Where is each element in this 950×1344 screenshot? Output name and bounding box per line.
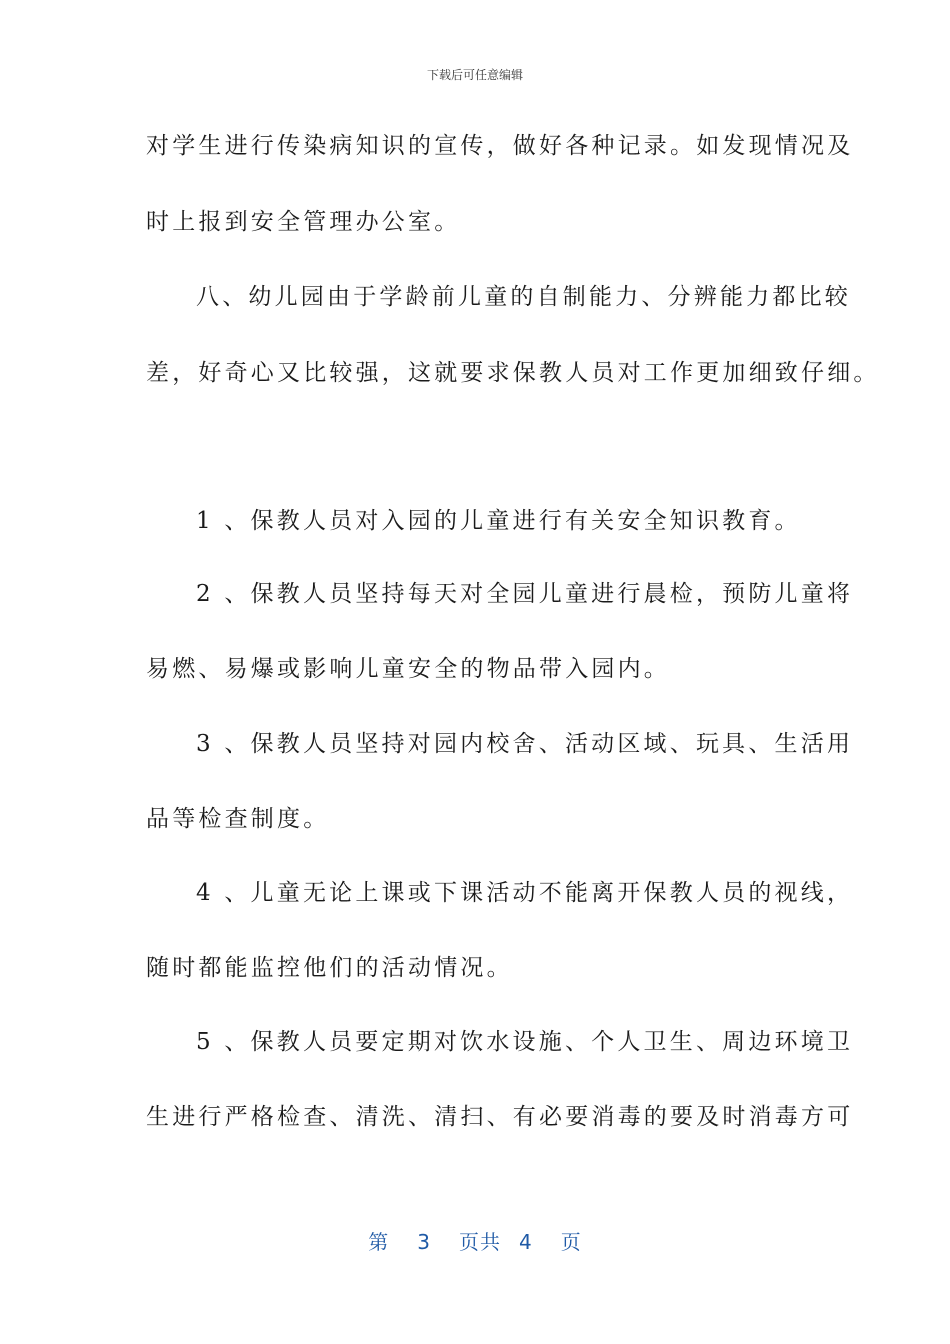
text-line: 3 、保教人员坚持对园内校舍、活动区域、玩具、生活用 <box>196 731 854 757</box>
text-line: 八、幼儿园由于学龄前儿童的自制能力、分辨能力都比较 <box>196 284 851 310</box>
footer-middle: 页共 <box>459 1230 501 1254</box>
text-line: 品等检查制度。 <box>146 806 330 832</box>
text-line: 生进行严格检查、清洗、清扫、有必要消毒的要及时消毒方可 <box>146 1104 854 1130</box>
text-line: 2 、保教人员坚持每天对全园儿童进行晨检，预防儿童将 <box>196 581 854 607</box>
footer-suffix: 页 <box>560 1230 582 1254</box>
text-line: 时上报到安全管理办公室。 <box>146 209 461 235</box>
header-note: 下载后可任意编辑 <box>426 68 523 82</box>
current-page-number: 3 <box>417 1230 431 1254</box>
text-line: 4 、儿童无论上课或下课活动不能离开保教人员的视线， <box>196 880 854 906</box>
text-line: 对学生进行传染病知识的宣传，做好各种记录。如发现情况及 <box>146 133 854 159</box>
total-pages-number: 4 <box>519 1230 533 1254</box>
text-line: 易燃、易爆或影响儿童安全的物品带入园内。 <box>146 656 670 682</box>
text-line: 1 、保教人员对入园的儿童进行有关安全知识教育。 <box>196 508 801 534</box>
text-line: 5 、保教人员要定期对饮水设施、个人卫生、周边环境卫 <box>196 1029 854 1055</box>
text-line: 差，好奇心又比较强，这就要求保教人员对工作更加细致仔细。 <box>146 360 880 386</box>
page-number-footer <box>0 1226 950 1255</box>
text-line: 随时都能监控他们的活动情况。 <box>146 955 513 981</box>
footer-prefix: 第 <box>368 1230 390 1254</box>
